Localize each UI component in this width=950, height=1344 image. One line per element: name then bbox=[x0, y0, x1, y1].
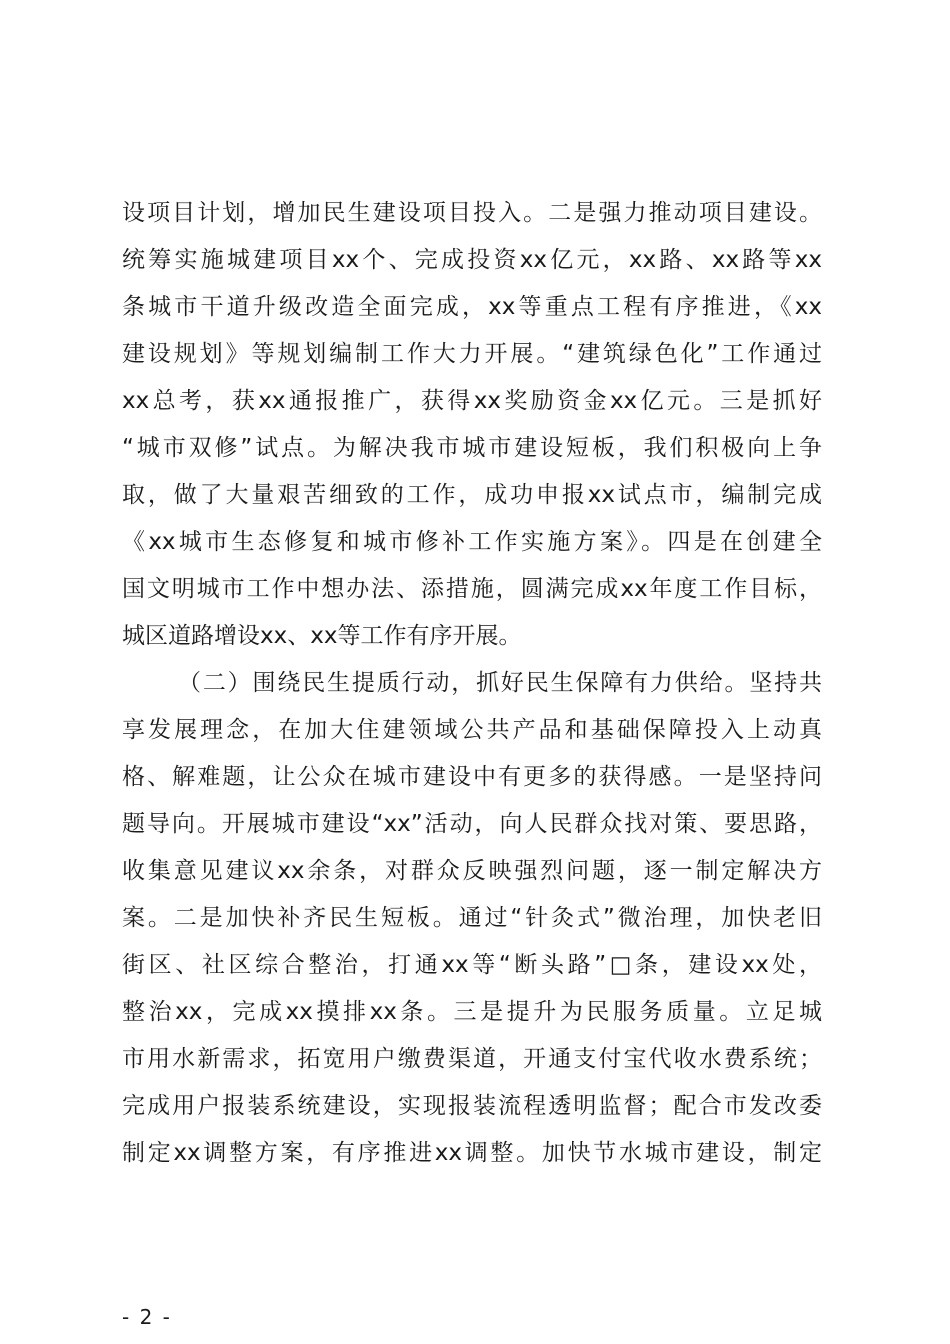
paragraph-line: 《xx城市生态修复和城市修补工作实施方案》。四是在创建全 bbox=[122, 529, 822, 555]
paragraph-line: 整治xx，完成xx摸排xx条。三是提升为民服务质量。立足城 bbox=[122, 999, 822, 1025]
paragraph-line: 制定xx调整方案，有序推进xx调整。加快节水城市建设，制定 bbox=[122, 1140, 822, 1166]
paragraph-line: 享发展理念，在加大住建领域公共产品和基础保障投入上动真 bbox=[122, 717, 822, 743]
paragraph-line: 题导向。开展城市建设“xx”活动，向人民群众找对策、要思路， bbox=[122, 811, 822, 837]
paragraph-line: 完成用户报装系统建设，实现报装流程透明监督；配合市发改委 bbox=[122, 1093, 822, 1119]
paragraph-line: 城区道路增设xx、xx等工作有序开展。 bbox=[122, 623, 522, 649]
paragraph-line: 市用水新需求，拓宽用户缴费渠道，开通支付宝代收水费系统； bbox=[122, 1046, 822, 1072]
paragraph-line: 街区、社区综合整治，打通xx等“断头路”□条，建设xx处， bbox=[122, 952, 822, 978]
paragraph-first-line: （二）围绕民生提质行动，抓好民生保障有力供给。坚持共 bbox=[178, 670, 822, 696]
paragraph-line: xx总考，获xx通报推广，获得xx奖励资金xx亿元。三是抓好 bbox=[122, 388, 822, 414]
paragraph-line: 格、解难题，让公众在城市建设中有更多的获得感。一是坚持问 bbox=[122, 764, 822, 790]
paragraph-line: 收集意见建议xx余条，对群众反映强烈问题，逐一制定解决方 bbox=[122, 858, 822, 884]
paragraph-line: 案。二是加快补齐民生短板。通过“针灸式”微治理，加快老旧 bbox=[122, 905, 822, 931]
paragraph-line: 统筹实施城建项目xx个、完成投资xx亿元，xx路、xx路等xx bbox=[122, 247, 822, 273]
paragraph-line: 建设规划》等规划编制工作大力开展。“建筑绿色化”工作通过 bbox=[122, 341, 822, 367]
paragraph-line: 条城市干道升级改造全面完成，xx等重点工程有序推进，《xx bbox=[122, 294, 822, 320]
paragraph-line: 国文明城市工作中想办法、添措施，圆满完成xx年度工作目标， bbox=[122, 576, 822, 602]
paragraph-line: 取，做了大量艰苦细致的工作，成功申报xx试点市，编制完成 bbox=[122, 482, 822, 508]
page-number: - 2 - bbox=[122, 1305, 172, 1329]
body-text bbox=[122, 190, 822, 1177]
paragraph-line: “城市双修”试点。为解决我市城市建设短板，我们积极向上争 bbox=[122, 435, 822, 461]
paragraph-line: 设项目计划，增加民生建设项目投入。二是强力推动项目建设。 bbox=[122, 200, 822, 226]
